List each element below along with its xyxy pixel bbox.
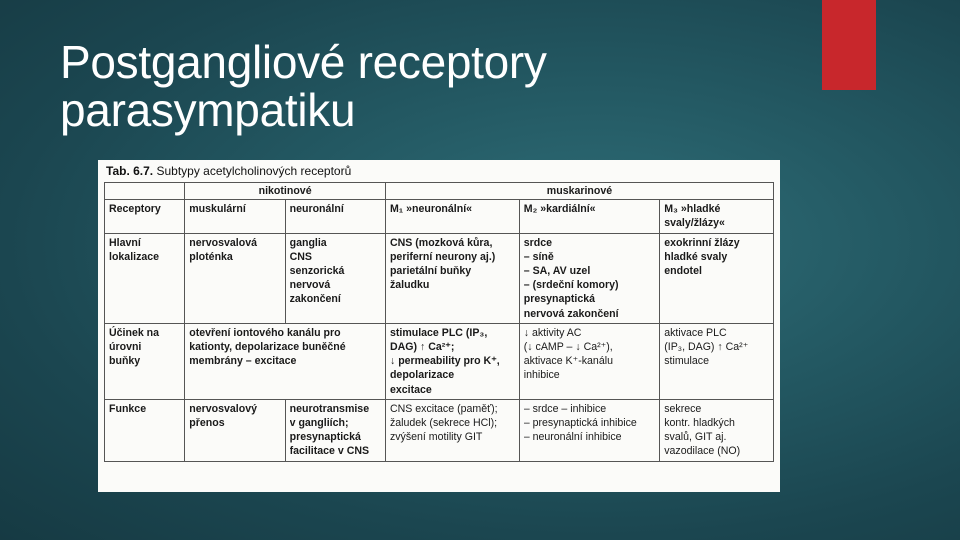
cell-line: ploténka bbox=[189, 250, 233, 263]
column-header-row bbox=[105, 200, 774, 233]
cell-line: vazodilace (NO) bbox=[664, 445, 741, 458]
row-label bbox=[105, 233, 185, 323]
cell-line: muskulární bbox=[189, 203, 246, 216]
cell-line: M₁ »neuronální« bbox=[389, 203, 473, 216]
group-header-muscarinic bbox=[385, 183, 773, 200]
table-cell bbox=[285, 233, 385, 323]
cell-line: neuronální bbox=[289, 203, 344, 216]
cell-line: – neuronální inhibice bbox=[523, 431, 622, 444]
cell-line: – (srdeční komory) bbox=[523, 279, 619, 292]
cell-line: periferní neurony aj.) bbox=[389, 250, 496, 263]
cell-line: zakončení bbox=[289, 293, 341, 306]
table-row bbox=[105, 233, 774, 323]
cell-line: Hlavní bbox=[109, 236, 141, 249]
table-cell bbox=[660, 233, 774, 323]
cell-line: M₂ »kardiální« bbox=[523, 203, 596, 216]
cell-line: nervosvalový bbox=[189, 402, 257, 415]
cell-line: žaludek (sekrece HCl); bbox=[389, 417, 498, 430]
cell-line: ↓ permeability pro K⁺, bbox=[389, 355, 500, 368]
accent-bar bbox=[822, 0, 876, 90]
slide-title bbox=[60, 38, 800, 134]
cell-line: membrány – excitace bbox=[189, 355, 297, 368]
cell-line: depolarizace bbox=[389, 369, 455, 382]
cell-line: lokalizace bbox=[109, 250, 160, 263]
cell-line: nikotinové bbox=[258, 185, 312, 197]
cell-line: muskarinové bbox=[546, 185, 613, 197]
table-cell bbox=[519, 323, 659, 399]
cell-line: úrovni bbox=[109, 341, 142, 354]
receptor-table bbox=[104, 182, 774, 462]
cell-line: – presynaptická inhibice bbox=[523, 417, 637, 430]
caption-label: Tab. 6.7. bbox=[106, 164, 154, 178]
column-header bbox=[519, 200, 659, 233]
group-header-nicotinic bbox=[185, 183, 386, 200]
cell-line: nervová zakončení bbox=[523, 307, 619, 320]
table-cell bbox=[385, 399, 519, 461]
title-line-1: Postgangliové receptory bbox=[60, 36, 547, 88]
table-caption bbox=[106, 164, 774, 178]
cell-line: kationty, depolarizace buněčné bbox=[189, 341, 346, 354]
group-header-row bbox=[105, 183, 774, 200]
cell-line: inhibice bbox=[523, 369, 560, 382]
cell-line: facilitace v CNS bbox=[289, 445, 370, 458]
cell-line: senzorická bbox=[289, 265, 345, 278]
cell-line: presynaptická bbox=[289, 431, 361, 444]
table-cell bbox=[660, 399, 774, 461]
cell-line: CNS bbox=[289, 250, 312, 263]
cell-line: svaly/žlázy« bbox=[664, 217, 725, 230]
cell-line: presynaptická bbox=[523, 293, 595, 306]
cell-line: (↓ cAMP – ↓ Ca²⁺), bbox=[523, 341, 613, 354]
cell-line: žaludku bbox=[389, 279, 430, 292]
table-cell bbox=[660, 323, 774, 399]
cell-line: sekrece bbox=[664, 402, 702, 415]
cell-line: hladké svaly bbox=[664, 250, 728, 263]
cell-line: Funkce bbox=[109, 402, 147, 415]
table-cell bbox=[385, 323, 519, 399]
row-label bbox=[105, 323, 185, 399]
cell-line: buňky bbox=[109, 355, 141, 368]
cell-line: neurotransmise bbox=[289, 402, 370, 415]
cell-line: – síně bbox=[523, 250, 554, 263]
group-header-blank bbox=[105, 183, 185, 200]
cell-line: Receptory bbox=[109, 203, 161, 216]
cell-line: nervová bbox=[289, 279, 331, 292]
cell-line: kontr. hladkých bbox=[664, 417, 735, 430]
receptor-table-image bbox=[98, 160, 780, 492]
cell-line: ↓ aktivity AC bbox=[523, 326, 582, 339]
cell-line: (IP₃, DAG) ↑ Ca²⁺ bbox=[664, 341, 749, 354]
cell-line: ganglia bbox=[289, 236, 327, 249]
cell-line: exokrinní žlázy bbox=[664, 236, 740, 249]
table-cell bbox=[185, 399, 285, 461]
cell-line: – SA, AV uzel bbox=[523, 265, 591, 278]
column-header bbox=[185, 200, 285, 233]
table-cell bbox=[519, 399, 659, 461]
cell-line: otevření iontového kanálu pro bbox=[189, 326, 341, 339]
column-header bbox=[285, 200, 385, 233]
cell-line: parietální buňky bbox=[389, 265, 472, 278]
cell-line: stimulace bbox=[664, 355, 709, 368]
table-cell bbox=[385, 233, 519, 323]
cell-line: v gangliích; bbox=[289, 417, 349, 430]
cell-line: srdce bbox=[523, 236, 553, 249]
table-row bbox=[105, 323, 774, 399]
column-header bbox=[385, 200, 519, 233]
caption-text: Subtypy acetylcholinových receptorů bbox=[156, 164, 352, 178]
table-cell bbox=[185, 323, 386, 399]
cell-line: DAG) ↑ Ca²⁺; bbox=[389, 341, 455, 354]
cell-line: aktivace K⁺-kanálu bbox=[523, 355, 613, 368]
cell-line: Účinek na bbox=[109, 326, 160, 339]
table-cell bbox=[519, 233, 659, 323]
cell-line: CNS excitace (paměť); bbox=[389, 402, 498, 415]
row-label bbox=[105, 399, 185, 461]
cell-line: – srdce – inhibice bbox=[523, 402, 607, 415]
column-header bbox=[105, 200, 185, 233]
cell-line: zvýšení motility GIT bbox=[389, 431, 483, 444]
cell-line: aktivace PLC bbox=[664, 326, 727, 339]
cell-line: nervosvalová bbox=[189, 236, 257, 249]
cell-line: přenos bbox=[189, 417, 225, 430]
cell-line: CNS (mozková kůra, bbox=[389, 236, 493, 249]
cell-line: M₃ »hladké bbox=[664, 203, 721, 216]
table-cell bbox=[285, 399, 385, 461]
cell-line: endotel bbox=[664, 265, 702, 278]
cell-line: svalů, GIT aj. bbox=[664, 431, 727, 444]
column-header bbox=[660, 200, 774, 233]
cell-line: excitace bbox=[389, 383, 432, 396]
table-cell bbox=[185, 233, 285, 323]
cell-line: stimulace PLC (IP₃, bbox=[389, 326, 488, 339]
title-line-2: parasympatiku bbox=[60, 84, 356, 136]
table-row bbox=[105, 399, 774, 461]
